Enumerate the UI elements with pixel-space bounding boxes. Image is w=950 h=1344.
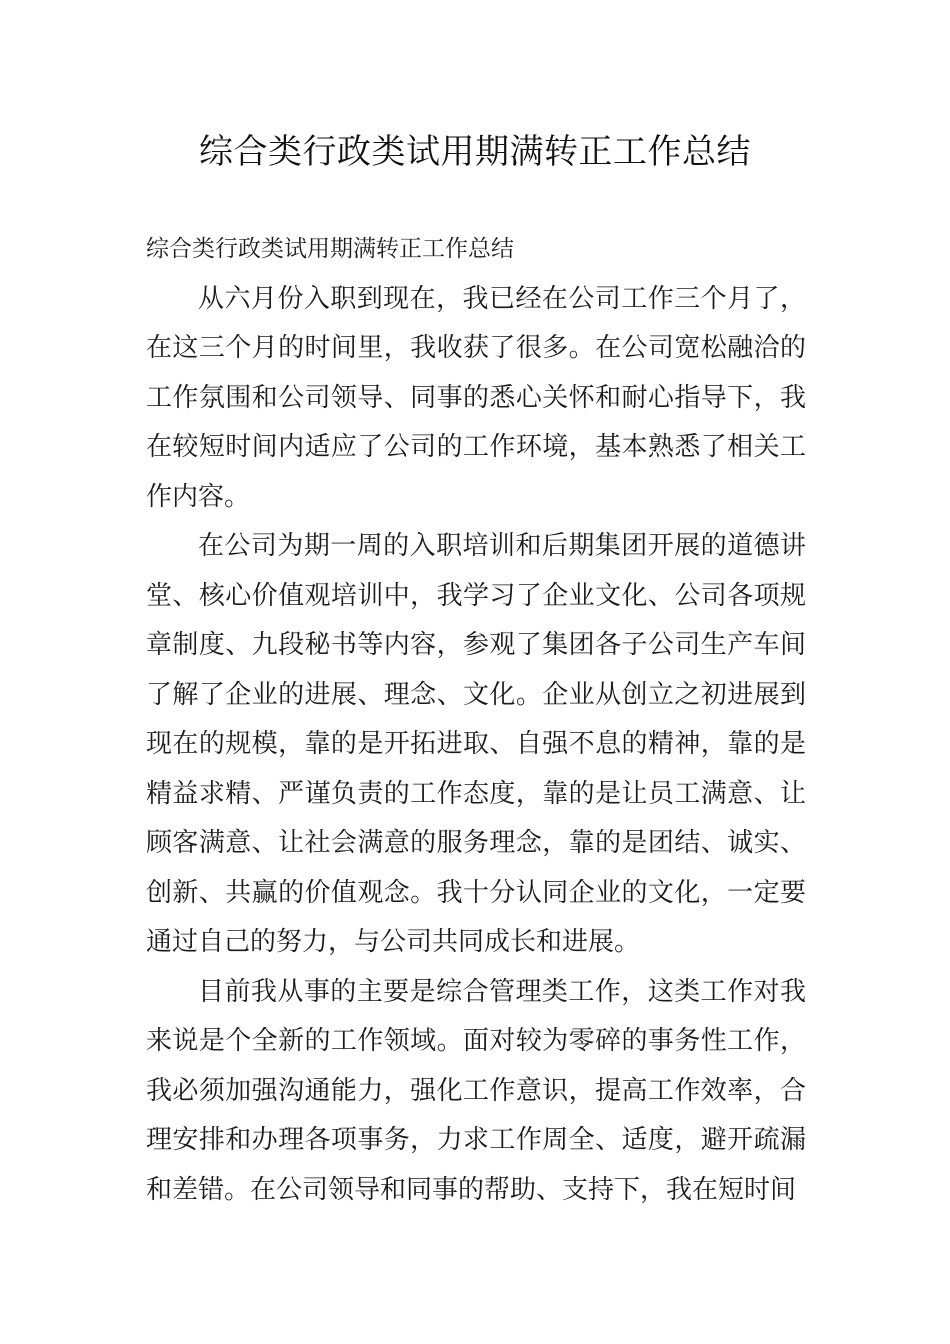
document-body: [146, 225, 806, 1215]
document-subtitle: 综合类行政类试用期满转正工作总结: [146, 236, 514, 262]
document-title: 综合类行政类试用期满转正工作总结: [199, 132, 751, 172]
paragraph-1: 从六月份入职到现在，我已经在公司工作三个月了，在这三个月的时间里，我收获了很多。在公司宽松融洽的工作氛围和公司领导、同事的悉心关怀和耐心指导下，我在较短时间内适应了公司的工作环境，基本熟悉了相关工作内容。: [146, 283, 806, 512]
paragraph-2: 在公司为期一周的入职培训和后期集团开展的道德讲堂、核心价值观培训中，我学习了企业文化、公司各项规章制度、九段秘书等内容，参观了集团各子公司生产车间了解了企业的进展、理念、文化。企业从创立之初进展到现在的规模，靠的是开拓进取、自强不息的精神，靠的是精益求精、严谨负责的工作态度，靠的是让员工满意、让顾客满意、让社会满意的服务理念，靠的是团结、诚实、创新、共赢的价值观念。我十分认同企业的文化，一定要通过自己的努力，与公司共同成长和进展。: [146, 531, 806, 957]
paragraph-3: 目前我从事的主要是综合管理类工作，这类工作对我来说是个全新的工作领域。面对较为零碎的事务性工作，我必须加强沟通能力，强化工作意识，提高工作效率，合理安排和办理各项事务，力求工作周全、适度，避开疏漏和差错。在公司领导和同事的帮助、支持下，我在短时间: [146, 976, 806, 1205]
